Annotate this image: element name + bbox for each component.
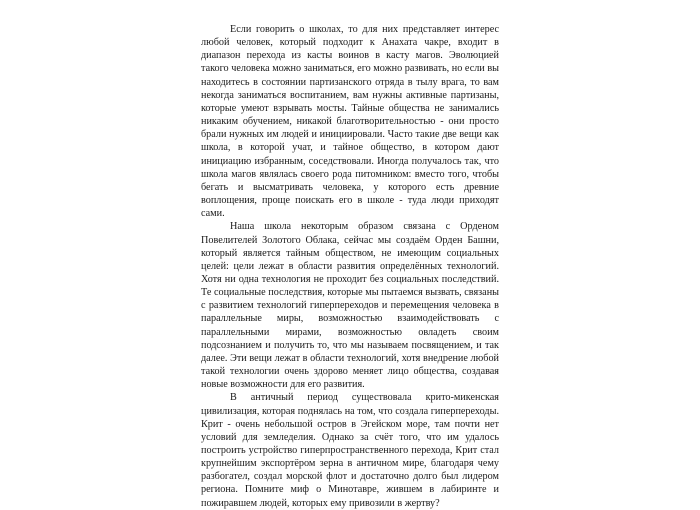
paragraph-schools: Если говорить о школах, то для них представляет интерес любой человек, который подходит к Анахата чакре, входит в диапазон перехода из касты воинов в касту магов. Эволюцией такого человека можно заниматься, его можно развивать, но если вы находитесь в состоянии партизанского отряда в тылу врага, то вам некогда заниматься воспитанием, вам нужны активные партизаны, которые умеют взрывать мосты. Тайные общества не занимались никаким обучением, никакой благотворительностью - они просто брали нужных им людей и инициировали. Часто такие две вещи как школа, в которой учат, и тайное общество, в котором дают инициацию избранным, соседствовали. Иногда получалось так, что школа магов являлась своего рода питомником: вместо того, чтобы бегать и высматривать человека, у которого есть древние воплощения, проще поискать его в школе - туда люди приходят сами. (201, 24, 499, 220)
text-column (201, 23, 499, 510)
paragraph-order-of-tower: Наша школа некоторым образом связана с Орденом Повелителей Золотого Облака, сейчас мы создаём Орден Башни, который является тайным обществом, не имеющим социальных целей: цели лежат в области развития определённых технологий. Хотя ни одна технология не проходит без социальных последствий. Те социальные последствия, которые мы пытаемся вызвать, связаны с развитием технологий гиперпереходов и перемещения человека в параллельные миры, возможностью взаимодействовать с параллельными мирами, возможностью овладеть своим подсознанием и получить то, что мы называем посвящением, и так далее. Эти вещи лежат в области технологий, хотя внедрение любой такой технологии очень здорово меняет лицо общества, создавая новые возможности для его развития. (201, 221, 499, 391)
paragraph-crete: В античный период существовала крито-микенская цивилизация, которая поднялась на том, что создала гиперпереходы. Крит - очень небольшой остров в Эгейском море, там почти нет условий для земледелия. Однако за счёт того, что им удалось построить устройство гиперпространственного перехода, Крит стал крупнейшим экспортёром зерна в античном мире, благодаря чему разбогател, создал морской флот и достаточно долго был лидером региона. Помните миф о Минотавре, жившем в лабиринте и пожиравшем людей, которых ему привозили в жертву? (201, 392, 499, 509)
